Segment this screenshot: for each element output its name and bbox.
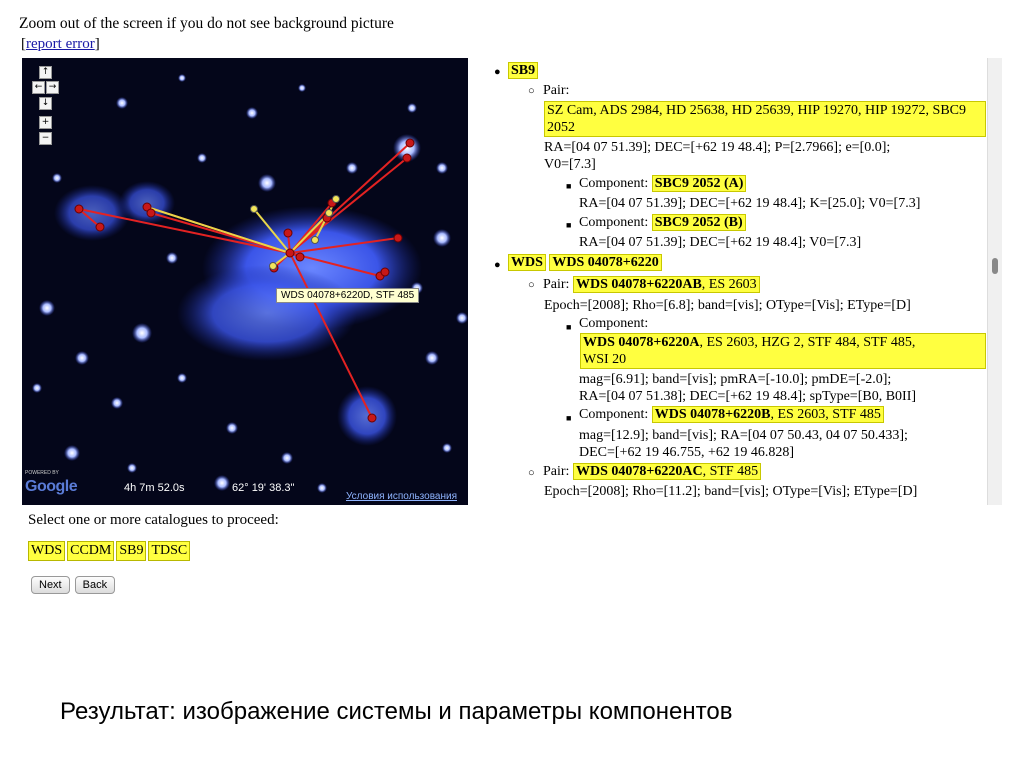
pan-left-icon[interactable]: ← xyxy=(32,81,45,94)
nebula-halo-left xyxy=(54,185,130,241)
wds-pair-ab-params: Epoch=[2008]; Rho=[6.8]; band=[vis]; OType=[Vis]; EType=[D] xyxy=(544,298,911,313)
ra-readout: 4h 7m 52.0s xyxy=(124,482,185,494)
map-tooltip: WDS 04078+6220D, STF 485 xyxy=(276,288,419,303)
bullet-disc-icon: ● xyxy=(494,66,501,78)
select-catalogue-message: Select one or more catalogues to proceed: xyxy=(28,512,279,528)
bullet-circle-icon: ○ xyxy=(528,85,535,97)
catalogue-sb9[interactable]: SB9 xyxy=(116,541,146,561)
sb9-component-b xyxy=(579,214,746,231)
wds-component-a-alias-2: WSI 20 xyxy=(583,352,627,367)
zoom-out-icon[interactable]: − xyxy=(39,132,52,145)
wds-tag[interactable]: WDS xyxy=(508,254,546,271)
pair-label: Pair: xyxy=(543,464,570,479)
wds-component-b-name: WDS 04078+6220B xyxy=(654,407,771,422)
sb9-pair-label: Pair: xyxy=(543,83,570,98)
page-notice: Zoom out of the screen if you do not see background picture xyxy=(19,15,394,32)
wds-system-name[interactable]: WDS 04078+6220 xyxy=(549,254,661,271)
pair-label: Pair: xyxy=(543,277,570,292)
back-button[interactable]: Back xyxy=(75,576,115,594)
bracket-open: [ xyxy=(21,36,26,52)
sb9-title[interactable]: SB9 xyxy=(508,62,538,79)
catalogue-ccdm[interactable]: CCDM xyxy=(67,541,114,561)
sb9-component-a-params: RA=[04 07 51.39]; DEC=[+62 19 48.4]; K=[25.0]; V0=[7.3] xyxy=(579,196,921,211)
wds-component-a-params-2: RA=[04 07 51.38]; DEC=[+62 19 48.4]; spType=[B0, B0II] xyxy=(579,389,917,404)
component-label: Component: xyxy=(579,407,649,422)
nebula-halo-bottom xyxy=(337,386,397,446)
zoom-in-icon[interactable]: + xyxy=(39,116,52,129)
wds-pair-ab-name: WDS 04078+6220AB xyxy=(575,277,702,292)
sb9-component-a-name[interactable]: SBC9 2052 (A) xyxy=(652,175,747,192)
sb9-component-b-name[interactable]: SBC9 2052 (B) xyxy=(652,214,746,231)
powered-by-label: POWERED BY xyxy=(25,470,59,476)
dec-readout: 62° 19' 38.3" xyxy=(232,482,295,494)
sky-map-graphic xyxy=(22,58,468,505)
pan-up-icon[interactable]: ↑ xyxy=(39,66,52,79)
bullet-square-icon: ■ xyxy=(566,322,572,332)
terms-link[interactable]: Условия использования xyxy=(346,491,457,502)
wds-heading xyxy=(508,254,662,271)
scrollbar-thumb[interactable] xyxy=(992,258,998,274)
next-button[interactable]: Next xyxy=(31,576,70,594)
wds-component-b-alias: , ES 2603, STF 485 xyxy=(770,407,881,422)
bullet-square-icon: ■ xyxy=(566,181,572,191)
panel-scrollbar[interactable] xyxy=(987,58,1002,505)
wds-component-a-alias-1: , ES 2603, HZG 2, STF 484, STF 485, xyxy=(699,335,916,350)
bracket-close: ] xyxy=(94,36,100,52)
wds-component-b-params-2: DEC=[+62 19 46.755, +62 19 46.828] xyxy=(579,445,795,460)
wds-pair-ac-name: WDS 04078+6220AC xyxy=(575,464,703,479)
wds-pair-ac xyxy=(543,463,761,480)
wds-component-a-params-1: mag=[6.91]; band=[vis]; pmRA=[-10.0]; pmDE=[-2.0]; xyxy=(579,372,892,387)
wds-pair-ab-box[interactable] xyxy=(573,276,760,293)
slide-caption: Результат: изображение системы и параметры компонентов xyxy=(60,698,733,725)
form-buttons xyxy=(31,576,115,594)
sb9-component-a xyxy=(579,175,746,192)
catalogue-wds[interactable]: WDS xyxy=(28,541,65,561)
wds-component-b-params-1: mag=[12.9]; band=[vis]; RA=[04 07 50.43, 04 07 50.433]; xyxy=(579,428,908,443)
sb9-heading xyxy=(508,62,538,79)
sb9-pair-names[interactable]: SZ Cam, ADS 2984, HD 25638, HD 25639, HIP 19270, HIP 19272, SBC9 2052 xyxy=(544,101,986,137)
bullet-circle-icon: ○ xyxy=(528,279,535,291)
wds-pair-ac-params: Epoch=[2008]; Rho=[11.2]; band=[vis]; OType=[Vis]; EType=[D] xyxy=(544,484,918,499)
wds-component-b-box[interactable] xyxy=(652,406,884,423)
component-label: Component: xyxy=(579,176,649,191)
bullet-square-icon: ■ xyxy=(566,413,572,423)
pan-right-icon[interactable]: → xyxy=(46,81,59,94)
catalogue-results-panel[interactable] xyxy=(478,58,1002,505)
wds-component-a-name: WDS 04078+6220A xyxy=(583,335,700,350)
bullet-square-icon: ■ xyxy=(566,220,572,230)
wds-pair-ab xyxy=(543,276,760,293)
report-line xyxy=(21,36,100,53)
bullet-circle-icon: ○ xyxy=(528,467,535,479)
component-label: Component: xyxy=(579,215,649,230)
wds-component-b xyxy=(579,406,884,423)
wds-pair-ac-alias: , STF 485 xyxy=(702,464,759,479)
wds-pair-ab-alias: , ES 2603 xyxy=(701,277,757,292)
pan-down-icon[interactable]: ↓ xyxy=(39,97,52,110)
bullet-disc-icon: ● xyxy=(494,259,501,271)
nebula-lobe xyxy=(177,265,357,361)
wds-pair-ac-box[interactable] xyxy=(573,463,761,480)
report-error-link[interactable]: report error xyxy=(26,36,95,52)
wds-component-a-box[interactable] xyxy=(580,333,986,369)
sb9-component-b-params: RA=[04 07 51.39]; DEC=[+62 19 48.4]; V0=[7.3] xyxy=(579,235,862,250)
catalogue-tdsc[interactable]: TDSC xyxy=(148,541,190,561)
sb9-pair-params-2: V0=[7.3] xyxy=(544,157,596,172)
catalogue-list xyxy=(28,541,190,561)
sb9-pair-params-1: RA=[04 07 51.39]; DEC=[+62 19 48.4]; P=[2.7966]; e=[0.0]; xyxy=(544,140,891,155)
sky-map[interactable] xyxy=(22,58,468,505)
google-logo: Google xyxy=(25,478,78,495)
wds-component-a-label: Component: xyxy=(579,316,649,331)
